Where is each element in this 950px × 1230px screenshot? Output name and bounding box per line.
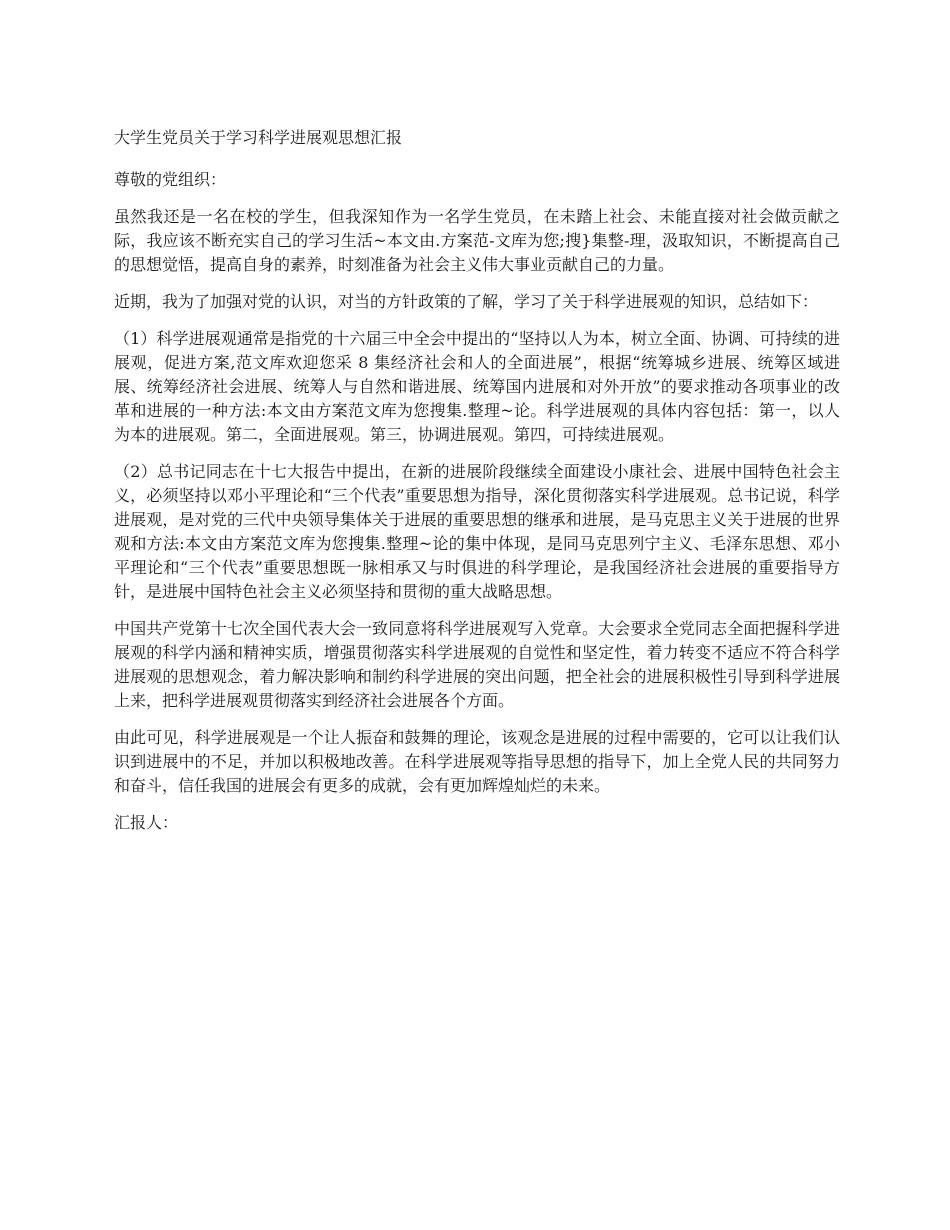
- salutation: 尊敬的党组织：: [114, 170, 227, 189]
- paragraph-intro: 虽然我还是一名在校的学生，但我深知作为一名学生党员，在未踏上社会、未能直接对社会做贡献之际，我应该不断充实自己的学习生活~本文由.方案范-文库为您;搜}集整-理，汲取知识，不断提高自己的思想觉悟，提高自身的素养，时刻准备为社会主义伟大事业贡献自己的力量。: [114, 207, 840, 274]
- document-body: [114, 126, 840, 835]
- signature-line: 汇报人：: [114, 813, 179, 832]
- paragraph-congress: 中国共产党第十七次全国代表大会一致同意将科学进展观写入党章。大会要求全党同志全面把握科学进展观的科学内涵和精神实质，增强贯彻落实科学进展观的自觉性和坚定性，着力转变不适应不符合科学进展观的思想观念，着力解决影响和制约科学进展的突出问题，把全社会的进展积极性引导到科学进展上来，把科学进展观贯彻落实到经济社会进展各个方面。: [114, 619, 840, 710]
- document-title: 大学生党员关于学习科学进展观思想汇报: [114, 128, 403, 147]
- paragraph-point-2: （2）总书记同志在十七大报告中提出，在新的进展阶段继续全面建设小康社会、进展中国特色社会主义，必须坚持以邓小平理论和“三个代表”重要思想为指导，深化贯彻落实科学进展观。总书记说，科学进展观，是对党的三代中央领导集体关于进展的重要思想的继承和进展，是马克思主义关于进展的世界观和方法:本文由方案范文库为您搜集.整理~论的集中体现，是同马克思列宁主义、毛泽东思想、邓小平理论和“三个代表”重要思想既一脉相承又与时俱进的科学理论，是我国经济社会进展的重要指导方针，是进展中国特色社会主义必须坚持和贯彻的重大战略思想。: [114, 462, 840, 601]
- paragraph-point-1: （1）科学进展观通常是指党的十六届三中全会中提出的“坚持以人为本，树立全面、协调、可持续的进展观，促进方案,范文库欢迎您采 8 集经济社会和人的全面进展”，根据“统筹城乡进展、统筹区域进展、统筹经济社会进展、统筹人与自然和谐进展、统筹国内进展和对外开放”的要求推动各项事业的改革和进展的一种方法:本文由方案范文库为您搜集.整理~论。科学进展观的具体内容包括：第一，以人为本的进展观。第二，全面进展观。第三，协调进展观。第四，可持续进展观。: [114, 329, 840, 444]
- paragraph-summary-lead: 近期，我为了加强对党的认识，对当的方针政策的了解，学习了关于科学进展观的知识，总结如下：: [114, 292, 819, 311]
- paragraph-conclusion: 由此可见，科学进展观是一个让人振奋和鼓舞的理论，该观念是进展的过程中需要的，它可以让我们认识到进展中的不足，并加以积极地改善。在科学进展观等指导思想的指导下，加上全党人民的共同努力和奋斗，信任我国的进展会有更多的成就，会有更加辉煌灿烂的未来。: [114, 728, 840, 795]
